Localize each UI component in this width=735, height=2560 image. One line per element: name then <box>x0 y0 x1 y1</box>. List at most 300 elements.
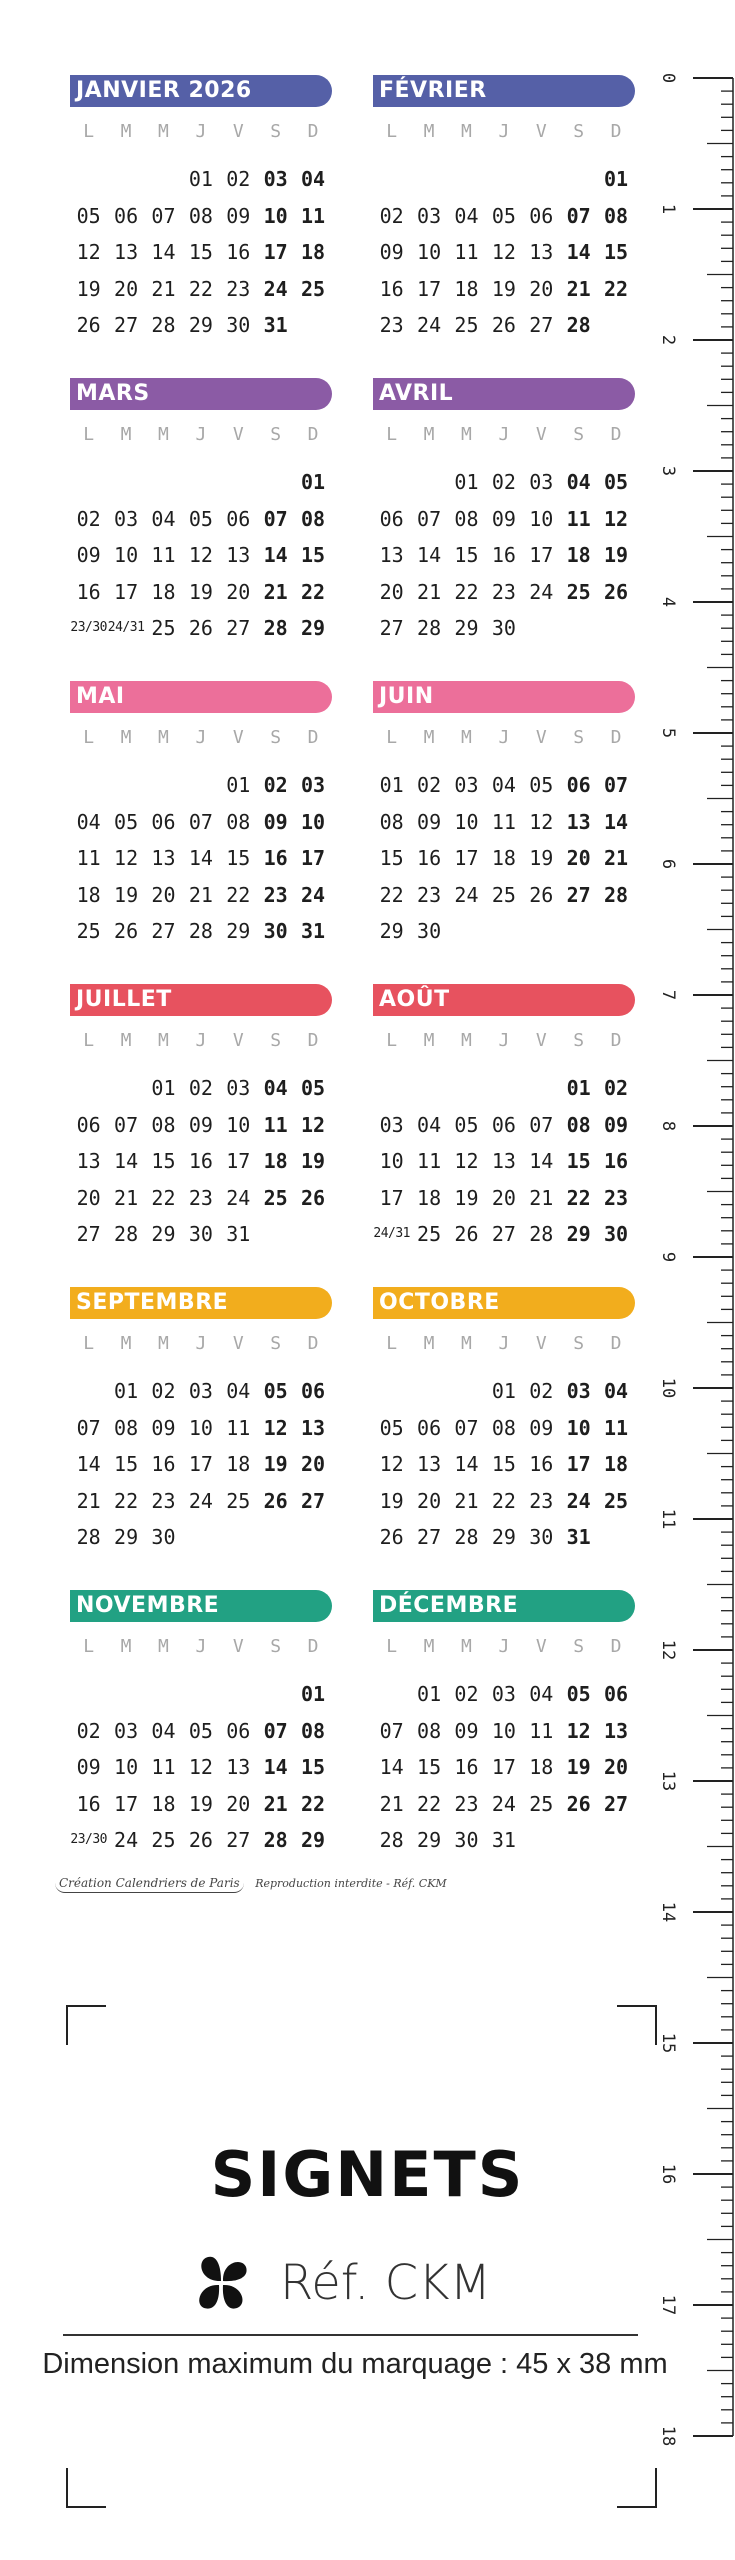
day-cell: 22 <box>300 1791 326 1816</box>
day-cell: 22 <box>379 882 404 907</box>
day-grid <box>373 161 635 344</box>
empty-cell <box>448 1373 485 1410</box>
empty-cell <box>145 464 182 501</box>
day-cell: 25 <box>151 1828 176 1852</box>
day-cell: 27 <box>226 616 251 640</box>
day-cell: 02 <box>379 203 404 228</box>
weekday-row <box>373 424 635 450</box>
day-cell: 24 <box>226 1185 251 1210</box>
day-cell: 23 <box>603 1185 629 1210</box>
day-cell: 05 <box>454 1112 479 1137</box>
weekday-label: L <box>386 1030 398 1051</box>
day-cell: 07 <box>603 773 629 797</box>
day-grid <box>70 1676 332 1859</box>
day-cell: 13 <box>603 1718 629 1743</box>
day-cell: 01 <box>151 1076 176 1100</box>
day-cell: 17 <box>454 846 479 870</box>
month-block <box>373 1287 635 1556</box>
month-header: DÉCEMBRE <box>373 1590 635 1622</box>
day-cell: 09 <box>603 1112 629 1137</box>
day-cell: 21 <box>263 1791 288 1816</box>
weekday-label: L <box>386 1636 398 1657</box>
reference-text: Réf. CKM <box>280 2255 492 2311</box>
weekday-label: V <box>232 1636 244 1657</box>
weekday-label: M <box>461 1030 472 1051</box>
ruler-label: 2 <box>658 334 678 346</box>
day-cell: 28 <box>263 1828 288 1852</box>
weekday-row <box>70 424 332 450</box>
month-block <box>373 1590 635 1859</box>
day-cell: 12 <box>603 506 629 531</box>
day-cell: 11 <box>151 1755 176 1779</box>
weekday-row <box>70 1030 332 1056</box>
empty-cell <box>182 464 219 501</box>
day-cell: 20 <box>226 1791 251 1816</box>
weekday-label: S <box>573 121 585 142</box>
day-grid <box>373 1373 635 1556</box>
day-grid <box>70 1373 332 1556</box>
day-cell: 12 <box>300 1112 326 1137</box>
day-cell: 28 <box>114 1222 139 1246</box>
weekday-label: D <box>307 1636 319 1657</box>
day-cell: 21 <box>603 846 629 870</box>
day-cell: 18 <box>603 1452 629 1476</box>
day-cell: 13 <box>151 846 176 870</box>
day-cell: 19 <box>188 579 213 604</box>
day-grid <box>70 767 332 950</box>
weekday-label: L <box>83 1333 95 1354</box>
day-cell: 11 <box>566 506 591 531</box>
day-cell: 24 <box>417 313 442 337</box>
ruler-label: 17 <box>658 2294 678 2316</box>
crop-mark-top-left <box>66 2005 106 2045</box>
day-cell: 15 <box>300 1755 326 1779</box>
weekday-label: S <box>270 1333 282 1354</box>
month-block <box>373 984 635 1253</box>
day-cell: 04 <box>529 1682 554 1706</box>
day-cell: 26 <box>263 1488 288 1513</box>
day-cell: 25 <box>151 616 176 640</box>
weekday-label: S <box>573 1636 585 1657</box>
weekday-label: M <box>423 1030 435 1051</box>
day-cell: 09 <box>226 203 251 228</box>
day-cell: 07 <box>454 1415 479 1440</box>
day-cell: 12 <box>263 1415 288 1440</box>
weekday-label: V <box>535 121 547 142</box>
weekday-label: L <box>386 121 398 142</box>
day-cell: 03 <box>114 1718 139 1743</box>
day-cell: 19 <box>491 276 516 301</box>
day-cell: 01 <box>454 470 479 494</box>
month-block <box>70 1590 332 1859</box>
day-cell: 03 <box>263 167 288 191</box>
day-cell: 28 <box>379 1828 404 1852</box>
weekday-label: D <box>610 424 622 445</box>
weekday-label: J <box>498 1636 510 1657</box>
ruler-label: 0 <box>658 72 678 84</box>
day-cell: 24 <box>188 1488 213 1513</box>
empty-cell <box>373 161 410 198</box>
weekday-label: L <box>83 727 95 748</box>
weekday-label: M <box>423 727 435 748</box>
day-cell: 06 <box>226 506 251 531</box>
weekday-label: L <box>386 424 398 445</box>
weekday-row <box>373 1030 635 1056</box>
day-cell: 17 <box>263 240 288 264</box>
day-cell: 07 <box>566 203 591 228</box>
empty-cell <box>107 767 144 804</box>
empty-cell <box>373 1373 410 1410</box>
day-cell: 25 <box>566 579 591 604</box>
weekday-label: L <box>83 1030 95 1051</box>
day-cell: 03 <box>188 1379 213 1403</box>
day-cell: 09 <box>76 1755 101 1779</box>
ruler-label: 6 <box>658 858 678 870</box>
day-cell: 31 <box>491 1828 516 1852</box>
weekday-label: M <box>461 1333 472 1354</box>
day-cell: 23 <box>491 579 516 604</box>
day-cell: 16 <box>529 1452 554 1476</box>
day-cell: 29 <box>300 1828 326 1852</box>
weekday-label: L <box>386 727 398 748</box>
day-cell: 15 <box>379 846 404 870</box>
day-cell: 22 <box>114 1488 139 1513</box>
day-cell: 21 <box>114 1185 139 1210</box>
day-grid <box>70 1070 332 1253</box>
empty-cell <box>410 1373 447 1410</box>
empty-cell <box>485 1070 522 1107</box>
day-cell: 20 <box>76 1185 101 1210</box>
day-cell: 29 <box>566 1222 591 1246</box>
day-cell: 23 <box>188 1185 213 1210</box>
day-grid <box>373 464 635 647</box>
empty-cell <box>373 1070 410 1107</box>
day-cell: 15 <box>491 1452 516 1476</box>
weekday-row <box>373 1333 635 1359</box>
weekday-label: D <box>610 1333 622 1354</box>
day-cell: 02 <box>151 1379 176 1403</box>
day-cell: 19 <box>114 882 139 907</box>
day-cell: 20 <box>300 1452 326 1476</box>
day-cell: 24 <box>566 1488 591 1513</box>
day-cell: 09 <box>76 543 101 567</box>
day-cell: 01 <box>417 1682 442 1706</box>
weekday-label: D <box>307 727 319 748</box>
empty-cell <box>145 1676 182 1713</box>
day-grid <box>373 767 635 950</box>
month-header: MARS <box>70 378 332 410</box>
day-cell: 18 <box>263 1149 288 1173</box>
ruler-label: 15 <box>658 2032 678 2054</box>
day-cell: 19 <box>566 1755 591 1779</box>
weekday-label: S <box>270 121 282 142</box>
day-cell: 17 <box>491 1755 516 1779</box>
weekday-label: S <box>270 1030 282 1051</box>
day-cell: 06 <box>300 1379 326 1403</box>
day-cell: 08 <box>114 1415 139 1440</box>
day-cell: 07 <box>114 1112 139 1137</box>
day-cell: 26 <box>379 1525 404 1549</box>
day-cell: 19 <box>603 543 629 567</box>
day-cell: 19 <box>529 846 554 870</box>
day-cell: 15 <box>188 240 213 264</box>
crop-mark-top-right <box>617 2005 657 2045</box>
day-cell: 01 <box>491 1379 516 1403</box>
day-cell: 10 <box>188 1415 213 1440</box>
weekday-label: M <box>158 424 169 445</box>
empty-cell <box>523 161 560 198</box>
ruler-label: 14 <box>658 1901 678 1923</box>
day-cell: 27 <box>603 1791 629 1816</box>
day-cell: 23 <box>151 1488 176 1513</box>
empty-cell <box>410 1070 447 1107</box>
day-cell: 28 <box>263 616 288 640</box>
day-cell: 15 <box>151 1149 176 1173</box>
month-block <box>70 1287 332 1556</box>
day-cell: 28 <box>529 1222 554 1246</box>
day-cell: 16 <box>263 846 288 870</box>
day-cell: 01 <box>188 167 213 191</box>
day-cell: 17 <box>566 1452 591 1476</box>
empty-cell <box>182 1676 219 1713</box>
day-cell: 18 <box>226 1452 251 1476</box>
day-cell: 24 <box>491 1791 516 1816</box>
weekday-row <box>70 121 332 147</box>
day-cell: 28 <box>417 616 442 640</box>
day-cell: 26 <box>454 1222 479 1246</box>
day-cell: 03 <box>529 470 554 494</box>
day-cell: 29 <box>491 1525 516 1549</box>
day-grid <box>70 161 332 344</box>
day-cell: 07 <box>76 1415 101 1440</box>
weekday-label: J <box>195 1333 207 1354</box>
day-cell: 02 <box>417 773 442 797</box>
day-cell: 16 <box>76 1791 101 1816</box>
month-block <box>70 75 332 344</box>
day-cell: 14 <box>188 846 213 870</box>
day-cell: 12 <box>379 1452 404 1476</box>
day-cell: 10 <box>300 809 326 834</box>
day-cell: 09 <box>188 1112 213 1137</box>
day-cell: 03 <box>417 203 442 228</box>
day-cell: 27 <box>114 313 139 337</box>
ruler-label: 8 <box>658 1120 678 1132</box>
day-cell: 01 <box>226 773 251 797</box>
day-cell: 08 <box>417 1718 442 1743</box>
day-cell: 25 <box>263 1185 288 1210</box>
day-cell: 31 <box>300 919 326 943</box>
month-header: SEPTEMBRE <box>70 1287 332 1319</box>
ruler <box>655 0 735 2560</box>
day-cell: 23 <box>417 882 442 907</box>
day-cell: 13 <box>76 1149 101 1173</box>
day-cell: 16 <box>603 1149 629 1173</box>
day-cell: 23 <box>226 276 251 301</box>
month-block <box>373 75 635 344</box>
day-cell: 03 <box>226 1076 251 1100</box>
empty-cell <box>410 161 447 198</box>
day-cell: 04 <box>263 1076 288 1100</box>
weekday-label: M <box>461 121 472 142</box>
weekday-label: D <box>610 727 622 748</box>
day-cell: 13 <box>417 1452 442 1476</box>
day-cell: 08 <box>300 1718 326 1743</box>
day-cell: 11 <box>300 203 326 228</box>
day-cell: 18 <box>529 1755 554 1779</box>
day-cell: 10 <box>114 543 139 567</box>
day-cell: 27 <box>151 919 176 943</box>
day-cell: 18 <box>491 846 516 870</box>
day-cell: 30 <box>454 1828 479 1852</box>
day-cell: 27 <box>417 1525 442 1549</box>
empty-cell <box>70 161 107 198</box>
ruler-label: 3 <box>658 465 678 477</box>
day-cell: 17 <box>529 543 554 567</box>
day-cell: 21 <box>454 1488 479 1513</box>
day-cell: 01 <box>300 470 326 494</box>
month-header: MAI <box>70 681 332 713</box>
day-cell: 10 <box>379 1149 404 1173</box>
day-cell: 29 <box>417 1828 442 1852</box>
day-cell: 16 <box>226 240 251 264</box>
weekday-label: D <box>307 1333 319 1354</box>
day-cell: 29 <box>379 919 404 943</box>
day-cell: 07 <box>263 506 288 531</box>
day-cell: 31 <box>566 1525 591 1549</box>
day-cell: 27 <box>566 882 591 907</box>
day-cell: 11 <box>76 846 101 870</box>
day-cell: 01 <box>379 773 404 797</box>
day-cell: 02 <box>263 773 288 797</box>
day-cell: 12 <box>566 1718 591 1743</box>
credit-line <box>55 1876 447 1893</box>
day-cell: 16 <box>454 1755 479 1779</box>
weekday-label: V <box>535 424 547 445</box>
crop-mark-bottom-right <box>617 2468 657 2508</box>
day-cell: 18 <box>454 276 479 301</box>
weekday-label: M <box>120 1636 132 1657</box>
day-cell: 31 <box>226 1222 251 1246</box>
day-cell: 26 <box>76 313 101 337</box>
day-cell: 05 <box>603 470 629 494</box>
day-cell: 23 <box>263 882 288 907</box>
weekday-label: V <box>232 727 244 748</box>
day-cell: 09 <box>379 240 404 264</box>
day-cell: 26 <box>114 919 139 943</box>
reference-line <box>190 2248 491 2318</box>
weekday-label: J <box>498 1333 510 1354</box>
weekday-label: V <box>535 727 547 748</box>
day-cell: 20 <box>151 882 176 907</box>
weekday-label: M <box>461 1636 472 1657</box>
day-cell: 23 <box>454 1791 479 1816</box>
day-cell: 04 <box>226 1379 251 1403</box>
day-cell: 04 <box>300 167 326 191</box>
weekday-label: D <box>610 121 622 142</box>
weekday-label: L <box>83 121 95 142</box>
day-cell: 14 <box>379 1755 404 1779</box>
day-cell: 05 <box>379 1415 404 1440</box>
day-cell: 10 <box>226 1112 251 1137</box>
day-grid <box>373 1676 635 1859</box>
day-cell: 06 <box>226 1718 251 1743</box>
day-cell: 22 <box>566 1185 591 1210</box>
day-cell: 25 <box>603 1488 629 1513</box>
weekday-label: S <box>270 424 282 445</box>
day-cell: 28 <box>76 1525 101 1549</box>
day-cell: 09 <box>263 809 288 834</box>
day-cell: 25 <box>417 1222 442 1246</box>
day-cell: 08 <box>379 809 404 834</box>
day-cell: 20 <box>603 1755 629 1779</box>
empty-cell <box>107 1676 144 1713</box>
day-cell: 18 <box>76 882 101 907</box>
day-cell: 18 <box>566 543 591 567</box>
day-cell: 30 <box>417 919 442 943</box>
day-cell: 10 <box>417 240 442 264</box>
day-cell: 20 <box>114 276 139 301</box>
day-cell: 14 <box>114 1149 139 1173</box>
day-cell: 10 <box>491 1718 516 1743</box>
day-cell: 15 <box>417 1755 442 1779</box>
day-cell: 07 <box>417 506 442 531</box>
day-cell: 22 <box>226 882 251 907</box>
month-block <box>373 378 635 647</box>
weekday-label: M <box>120 1333 132 1354</box>
day-cell: 04 <box>151 506 176 531</box>
day-cell: 03 <box>566 1379 591 1403</box>
day-cell: 19 <box>379 1488 404 1513</box>
day-cell: 20 <box>529 276 554 301</box>
weekday-label: M <box>423 1333 435 1354</box>
day-cell: 13 <box>226 1755 251 1779</box>
weekday-label: L <box>83 424 95 445</box>
weekday-label: V <box>232 1333 244 1354</box>
weekday-label: J <box>195 424 207 445</box>
day-cell: 19 <box>454 1185 479 1210</box>
day-cell: 25 <box>226 1488 251 1513</box>
empty-cell <box>145 161 182 198</box>
day-cell: 25 <box>300 276 326 301</box>
day-cell: 29 <box>226 919 251 943</box>
day-cell: 09 <box>417 809 442 834</box>
ruler-label: 18 <box>658 2425 678 2447</box>
day-cell: 11 <box>263 1112 288 1137</box>
day-cell: 12 <box>491 240 516 264</box>
weekday-label: V <box>232 1030 244 1051</box>
month-block <box>373 681 635 950</box>
day-cell: 27 <box>226 1828 251 1852</box>
weekday-row <box>373 727 635 753</box>
day-cell: 03 <box>300 773 326 797</box>
day-cell: 04 <box>454 203 479 228</box>
day-cell: 06 <box>566 773 591 797</box>
day-cell: 31 <box>263 313 288 337</box>
month-header: FÉVRIER <box>373 75 635 107</box>
day-cell: 05 <box>188 1718 213 1743</box>
day-cell: 22 <box>491 1488 516 1513</box>
day-cell: 03 <box>379 1112 404 1137</box>
day-cell: 06 <box>529 203 554 228</box>
month-header: AVRIL <box>373 378 635 410</box>
day-cell: 26 <box>566 1791 591 1816</box>
weekday-label: D <box>610 1030 622 1051</box>
day-cell: 04 <box>603 1379 629 1403</box>
day-cell: 25 <box>491 882 516 907</box>
day-cell: 23/30 <box>70 1832 108 1847</box>
day-cell: 26 <box>529 882 554 907</box>
empty-cell <box>70 464 107 501</box>
